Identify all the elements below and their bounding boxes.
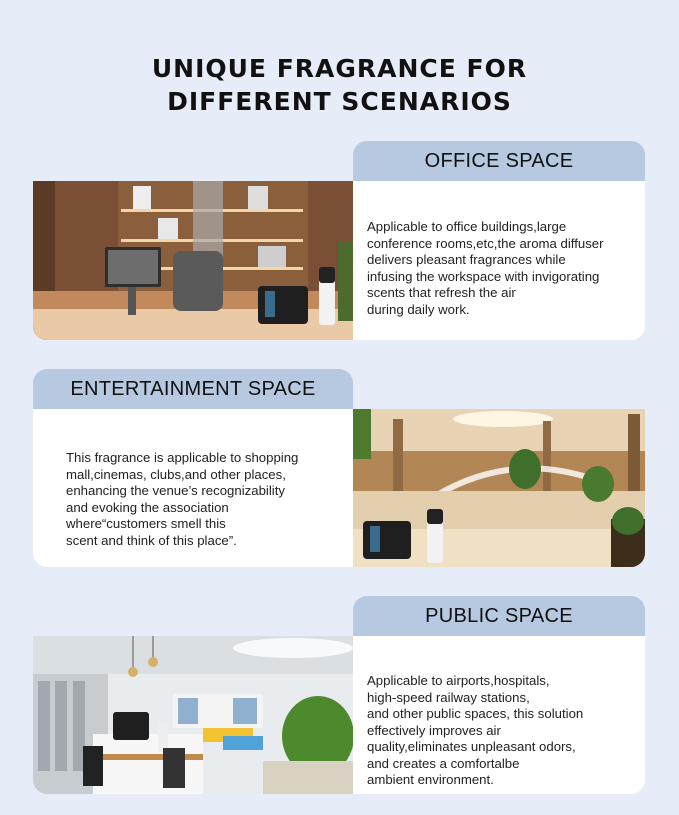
public-space-photo: [33, 636, 353, 794]
entertainment-space-photo: [353, 409, 645, 567]
office-space-photo: [33, 181, 353, 340]
office-space-tab: [353, 141, 645, 182]
page-title: [0, 52, 679, 118]
entertainment-space-title: ENTERTAINMENT SPACE: [70, 378, 316, 400]
page-title-line-2: DIFFERENT SCENARIOS: [167, 87, 512, 116]
public-space-title: PUBLIC SPACE: [425, 605, 573, 627]
page-title-line-1: UNIQUE FRAGRANCE FOR: [151, 54, 528, 83]
office-space-description: Applicable to office buildings,large conference rooms,etc,the aroma diffuser delivers pleasant fragrances while infusing the workspace with invigorating scents that refresh the air during daily work.: [367, 219, 604, 317]
entertainment-space-description: This fragrance is applicable to shopping mall,cinemas, clubs,and other places, enhancing the venue’s recognizability and evoking the association where“customers smell this scent and think of this place”.: [66, 450, 299, 548]
entertainment-space-tab: [33, 369, 353, 410]
public-space-description: Applicable to airports,hospitals, high-speed railway stations, and other public spaces, this solution effectively improves air quality,eliminates unpleasant odors, and creates a comfortalbe ambient environment.: [367, 673, 584, 787]
office-space-title: OFFICE SPACE: [424, 150, 574, 172]
public-space-tab: [353, 596, 645, 637]
